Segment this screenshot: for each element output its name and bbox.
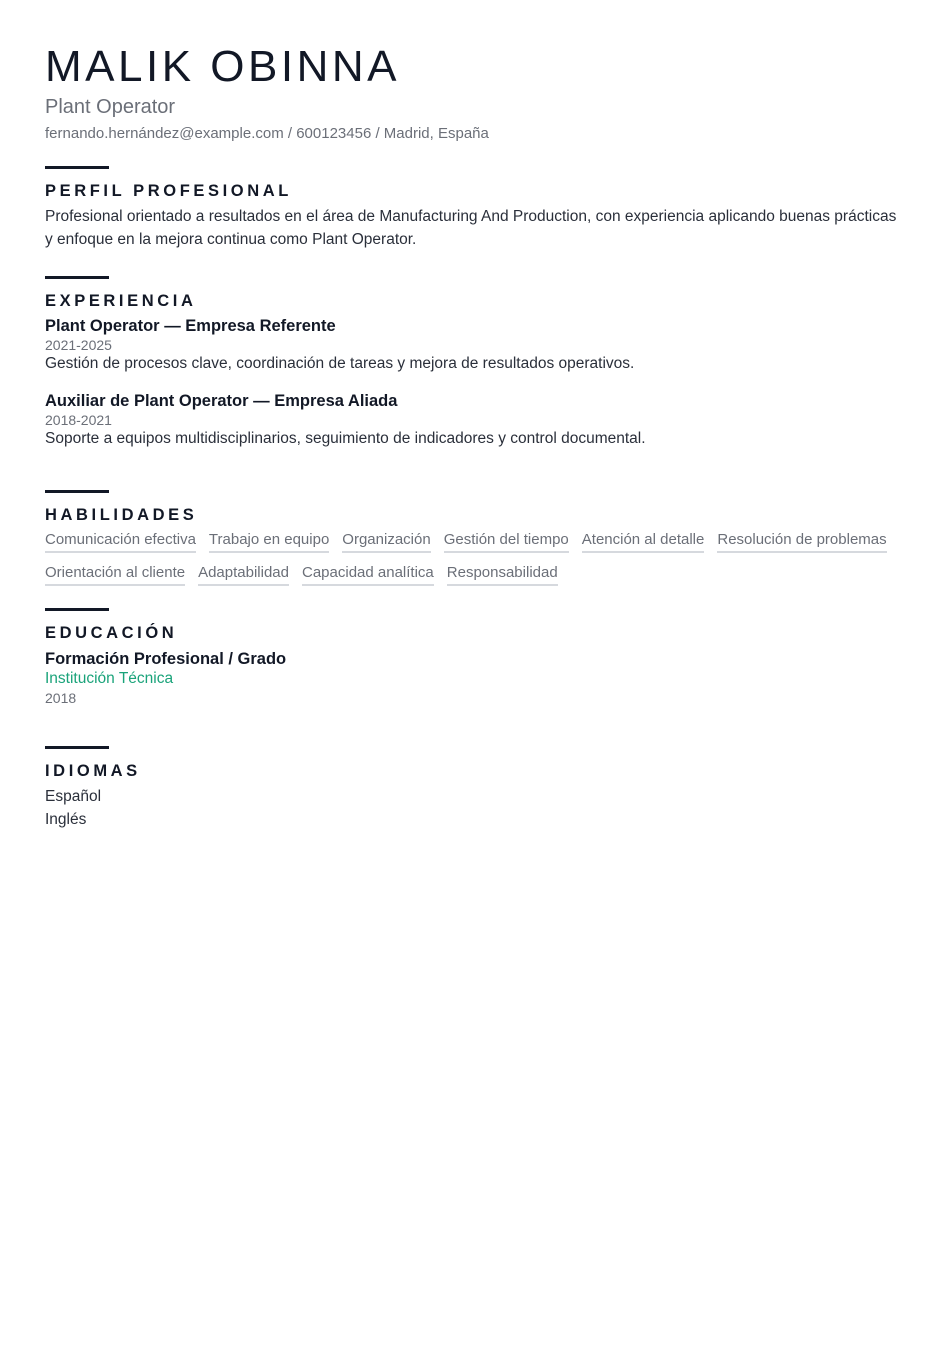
skill-tag: Capacidad analítica xyxy=(302,563,434,586)
experience-section xyxy=(45,276,908,449)
job-title: Plant Operator — Empresa Referente xyxy=(45,317,336,335)
job-dates: 2021-2025 xyxy=(45,337,112,353)
skill-tag: Resolución de problemas xyxy=(717,530,886,553)
profile-summary: Profesional orientado a resultados en el área de Manufacturing And Production, con experiencia aplicando buenas prácticas y enfoque en la mejora continua como Plant Operator. xyxy=(45,208,897,248)
job-title: Auxiliar de Plant Operator — Empresa Aliada xyxy=(45,392,398,410)
candidate-role: Plant Operator xyxy=(45,96,176,118)
job-entry xyxy=(45,315,908,374)
section-title-education: EDUCACIÓN xyxy=(45,624,178,642)
skill-tag: Gestión del tiempo xyxy=(444,530,569,553)
job-entry xyxy=(45,390,908,449)
section-divider xyxy=(45,746,109,749)
skill-tag: Adaptabilidad xyxy=(198,563,289,586)
skill-tag: Organización xyxy=(342,530,430,553)
languages-list xyxy=(45,785,908,831)
education-section xyxy=(45,608,908,708)
profile-section xyxy=(45,166,908,251)
job-description: Gestión de procesos clave, coordinación de tareas y mejora de resultados operativos. xyxy=(45,355,635,372)
section-divider xyxy=(45,490,109,493)
section-title-languages: IDIOMAS xyxy=(45,762,141,780)
language-item: Inglés xyxy=(45,811,87,828)
section-divider xyxy=(45,276,109,279)
contact-line: fernando.hernández@example.com / 600123456 / Madrid, España xyxy=(45,125,489,142)
education-year: 2018 xyxy=(45,690,77,706)
skills-list xyxy=(45,530,908,586)
section-title-skills: HABILIDADES xyxy=(45,506,198,524)
education-institution: Institución Técnica xyxy=(45,670,174,687)
skill-tag: Atención al detalle xyxy=(582,530,705,553)
skill-tag: Trabajo en equipo xyxy=(209,530,329,553)
candidate-name: MALIK OBINNA xyxy=(45,42,400,91)
resume-header xyxy=(45,42,908,144)
section-divider xyxy=(45,608,109,611)
languages-section xyxy=(45,746,908,831)
job-dates: 2018-2021 xyxy=(45,412,112,428)
job-description: Soporte a equipos multidisciplinarios, seguimiento de indicadores y control documental. xyxy=(45,430,646,447)
language-item: Español xyxy=(45,788,102,805)
education-degree: Formación Profesional / Grado xyxy=(45,650,287,668)
skill-tag: Orientación al cliente xyxy=(45,563,185,586)
section-title-experience: EXPERIENCIA xyxy=(45,292,197,310)
section-divider xyxy=(45,166,109,169)
skills-section xyxy=(45,490,908,586)
section-title-profile: PERFIL PROFESIONAL xyxy=(45,182,292,200)
skill-tag: Comunicación efectiva xyxy=(45,530,196,553)
skill-tag: Responsabilidad xyxy=(447,563,558,586)
